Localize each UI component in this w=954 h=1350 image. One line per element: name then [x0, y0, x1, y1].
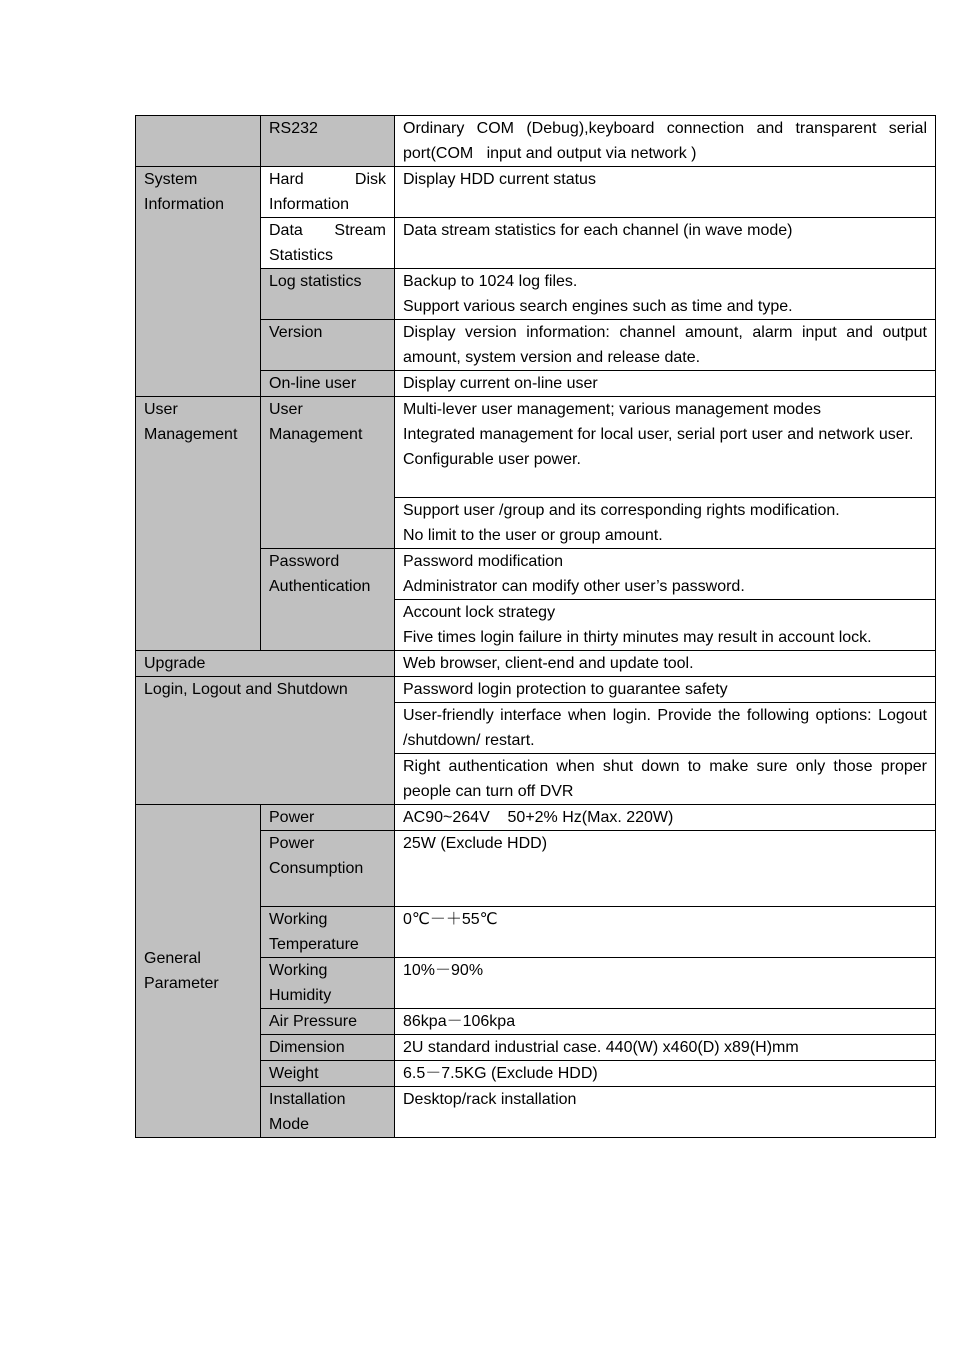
- feature-dimension: Dimension: [261, 1035, 395, 1061]
- specification-table: [135, 115, 936, 1138]
- desc-working-humidity: 10%－90%: [395, 958, 936, 1009]
- feature-installation-mode: Installation Mode: [261, 1087, 395, 1138]
- desc-hard-disk: Display HDD current status: [395, 167, 936, 218]
- table-row: [136, 805, 936, 831]
- desc-weight: 6.5－7.5KG (Exclude HDD): [395, 1061, 936, 1087]
- category-upgrade: Upgrade: [136, 651, 395, 677]
- desc-line: Five times login failure in thirty minutes may result in account lock.: [403, 629, 872, 646]
- feature-hard-disk: Hard Disk Information: [261, 167, 395, 218]
- feature-air-pressure: Air Pressure: [261, 1009, 395, 1035]
- desc-line: Configurable user power.: [403, 451, 581, 468]
- desc-data-stream: Data stream statistics for each channel (in wave mode): [395, 218, 936, 269]
- desc-line: Integrated management for local user, serial port user and network user.: [403, 426, 914, 443]
- feature-online-user: On-line user: [261, 371, 395, 397]
- desc-login-3: Right authentication when shut down to make sure only those proper people can turn off DVR: [395, 754, 936, 805]
- desc-line: Multi-lever user management; various management modes: [403, 401, 821, 418]
- category-login-logout-shutdown: Login, Logout and Shutdown: [136, 677, 395, 805]
- feature-password-authentication: Password Authentication: [261, 549, 395, 651]
- desc-upgrade: Web browser, client-end and update tool.: [395, 651, 936, 677]
- feature-data-stream: Data Stream Statistics: [261, 218, 395, 269]
- desc-rs232: Ordinary COM (Debug),keyboard connection and transparent serial port(COM input and output via network ): [395, 116, 936, 167]
- feature-working-temperature: Working Temperature: [261, 907, 395, 958]
- feature-log-statistics: Log statistics: [261, 269, 395, 320]
- desc-air-pressure: 86kpa－106kpa: [395, 1009, 936, 1035]
- category-general-parameter: General Parameter: [136, 805, 261, 1138]
- desc-line: Account lock strategy: [403, 604, 556, 621]
- desc-login-1: Password login protection to guarantee safety: [395, 677, 936, 703]
- table-row: [136, 116, 936, 167]
- feature-working-humidity: Working Humidity: [261, 958, 395, 1009]
- feature-user-management: User Management: [261, 397, 395, 549]
- desc-line: No limit to the user or group amount.: [403, 527, 663, 544]
- feature-version: Version: [261, 320, 395, 371]
- desc-power-consumption: 25W (Exclude HDD): [395, 831, 936, 907]
- table-row: [136, 167, 936, 218]
- table-row: [136, 651, 936, 677]
- feature-weight: Weight: [261, 1061, 395, 1087]
- category-system-information: System Information: [136, 167, 261, 397]
- desc-password-authentication-a: [395, 549, 936, 600]
- feature-rs232: RS232: [261, 116, 395, 167]
- desc-line: Backup to 1024 log files.: [403, 273, 578, 290]
- table-row: [136, 677, 936, 703]
- desc-online-user: Display current on-line user: [395, 371, 936, 397]
- desc-user-management-a: [395, 397, 936, 498]
- desc-line: Administrator can modify other user’s password.: [403, 578, 745, 595]
- desc-login-2: User-friendly interface when login. Provide the following options: Logout /shutdown/ restart.: [395, 703, 936, 754]
- desc-version: Display version information: channel amount, alarm input and output amount, system version and release date.: [395, 320, 936, 371]
- category-cell-empty: [136, 116, 261, 167]
- desc-power: AC90~264V 50+2% Hz(Max. 220W): [395, 805, 936, 831]
- desc-user-management-b: [395, 498, 936, 549]
- desc-dimension: 2U standard industrial case. 440(W) x460(D) x89(H)mm: [395, 1035, 936, 1061]
- desc-line: Support user /group and its corresponding rights modification.: [403, 502, 840, 519]
- table-row: [136, 397, 936, 498]
- desc-line: Password modification: [403, 553, 564, 570]
- desc-password-authentication-b: [395, 600, 936, 651]
- desc-line: Support various search engines such as time and type.: [403, 298, 793, 315]
- category-user-management: User Management: [136, 397, 261, 651]
- feature-power-consumption: Power Consumption: [261, 831, 395, 907]
- desc-log-statistics: [395, 269, 936, 320]
- feature-power: Power: [261, 805, 395, 831]
- desc-installation-mode: Desktop/rack installation: [395, 1087, 936, 1138]
- desc-working-temperature: 0℃－＋55℃: [395, 907, 936, 958]
